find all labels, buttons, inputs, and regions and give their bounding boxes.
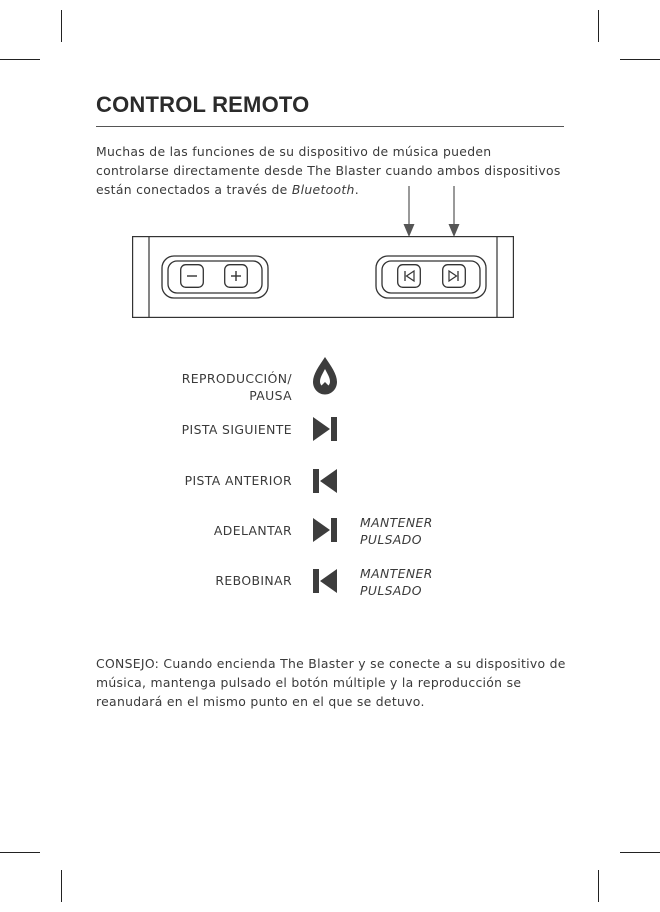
function-row-rewind <box>120 565 540 609</box>
multi-button-drop-icon <box>312 356 338 396</box>
volume-down-icon[interactable] <box>180 264 204 288</box>
crop-mark <box>620 852 660 853</box>
next-track-icon <box>312 517 338 543</box>
hold-note: MANTENER PULSADO <box>360 566 433 598</box>
intro-paragraph <box>96 142 566 199</box>
crop-mark <box>620 59 660 60</box>
intro-end: . <box>354 182 359 197</box>
tip-paragraph: CONSEJO: Cuando encienda The Blaster y se conecte a su dispositivo de música, mantenga pulsado el botón múltiple y la reproducción se reanudará en el mismo punto en el que se detuvo. <box>96 656 566 709</box>
function-label: PISTA ANTERIOR <box>184 473 292 488</box>
volume-up-icon[interactable] <box>224 264 248 288</box>
crop-mark <box>0 852 40 853</box>
play-next-icon[interactable] <box>442 264 466 288</box>
intro-emphasis: Bluetooth <box>291 182 355 197</box>
page-title: CONTROL REMOTO <box>96 92 310 117</box>
previous-track-icon <box>312 568 338 594</box>
crop-mark <box>61 870 62 902</box>
pointer-arrow-icon <box>402 186 416 238</box>
title-divider <box>96 126 564 127</box>
hold-note: MANTENER PULSADO <box>360 515 433 547</box>
function-row-fast-forward <box>120 514 540 558</box>
function-row-next-track <box>120 416 540 460</box>
next-track-icon <box>312 416 338 442</box>
intro-text: Muchas de las funciones de su dispositivo de música pueden controlarse directamente desde The Blaster cuando ambos dispositivos están conectados a través de <box>96 144 561 197</box>
crop-mark <box>61 10 62 42</box>
function-label: PISTA SIGUIENTE <box>181 422 292 437</box>
previous-track-icon <box>312 468 338 494</box>
crop-mark <box>598 870 599 902</box>
function-label: REPRODUCCIÓN/ PAUSA <box>181 371 292 403</box>
pointer-arrow-icon <box>447 186 461 238</box>
previous-track-icon[interactable] <box>397 264 421 288</box>
crop-mark <box>0 59 40 60</box>
function-label: REBOBINAR <box>215 573 292 588</box>
function-label: ADELANTAR <box>213 523 292 538</box>
function-row-play-pause <box>120 356 540 403</box>
function-row-previous-track <box>120 468 540 512</box>
crop-mark <box>598 10 599 42</box>
